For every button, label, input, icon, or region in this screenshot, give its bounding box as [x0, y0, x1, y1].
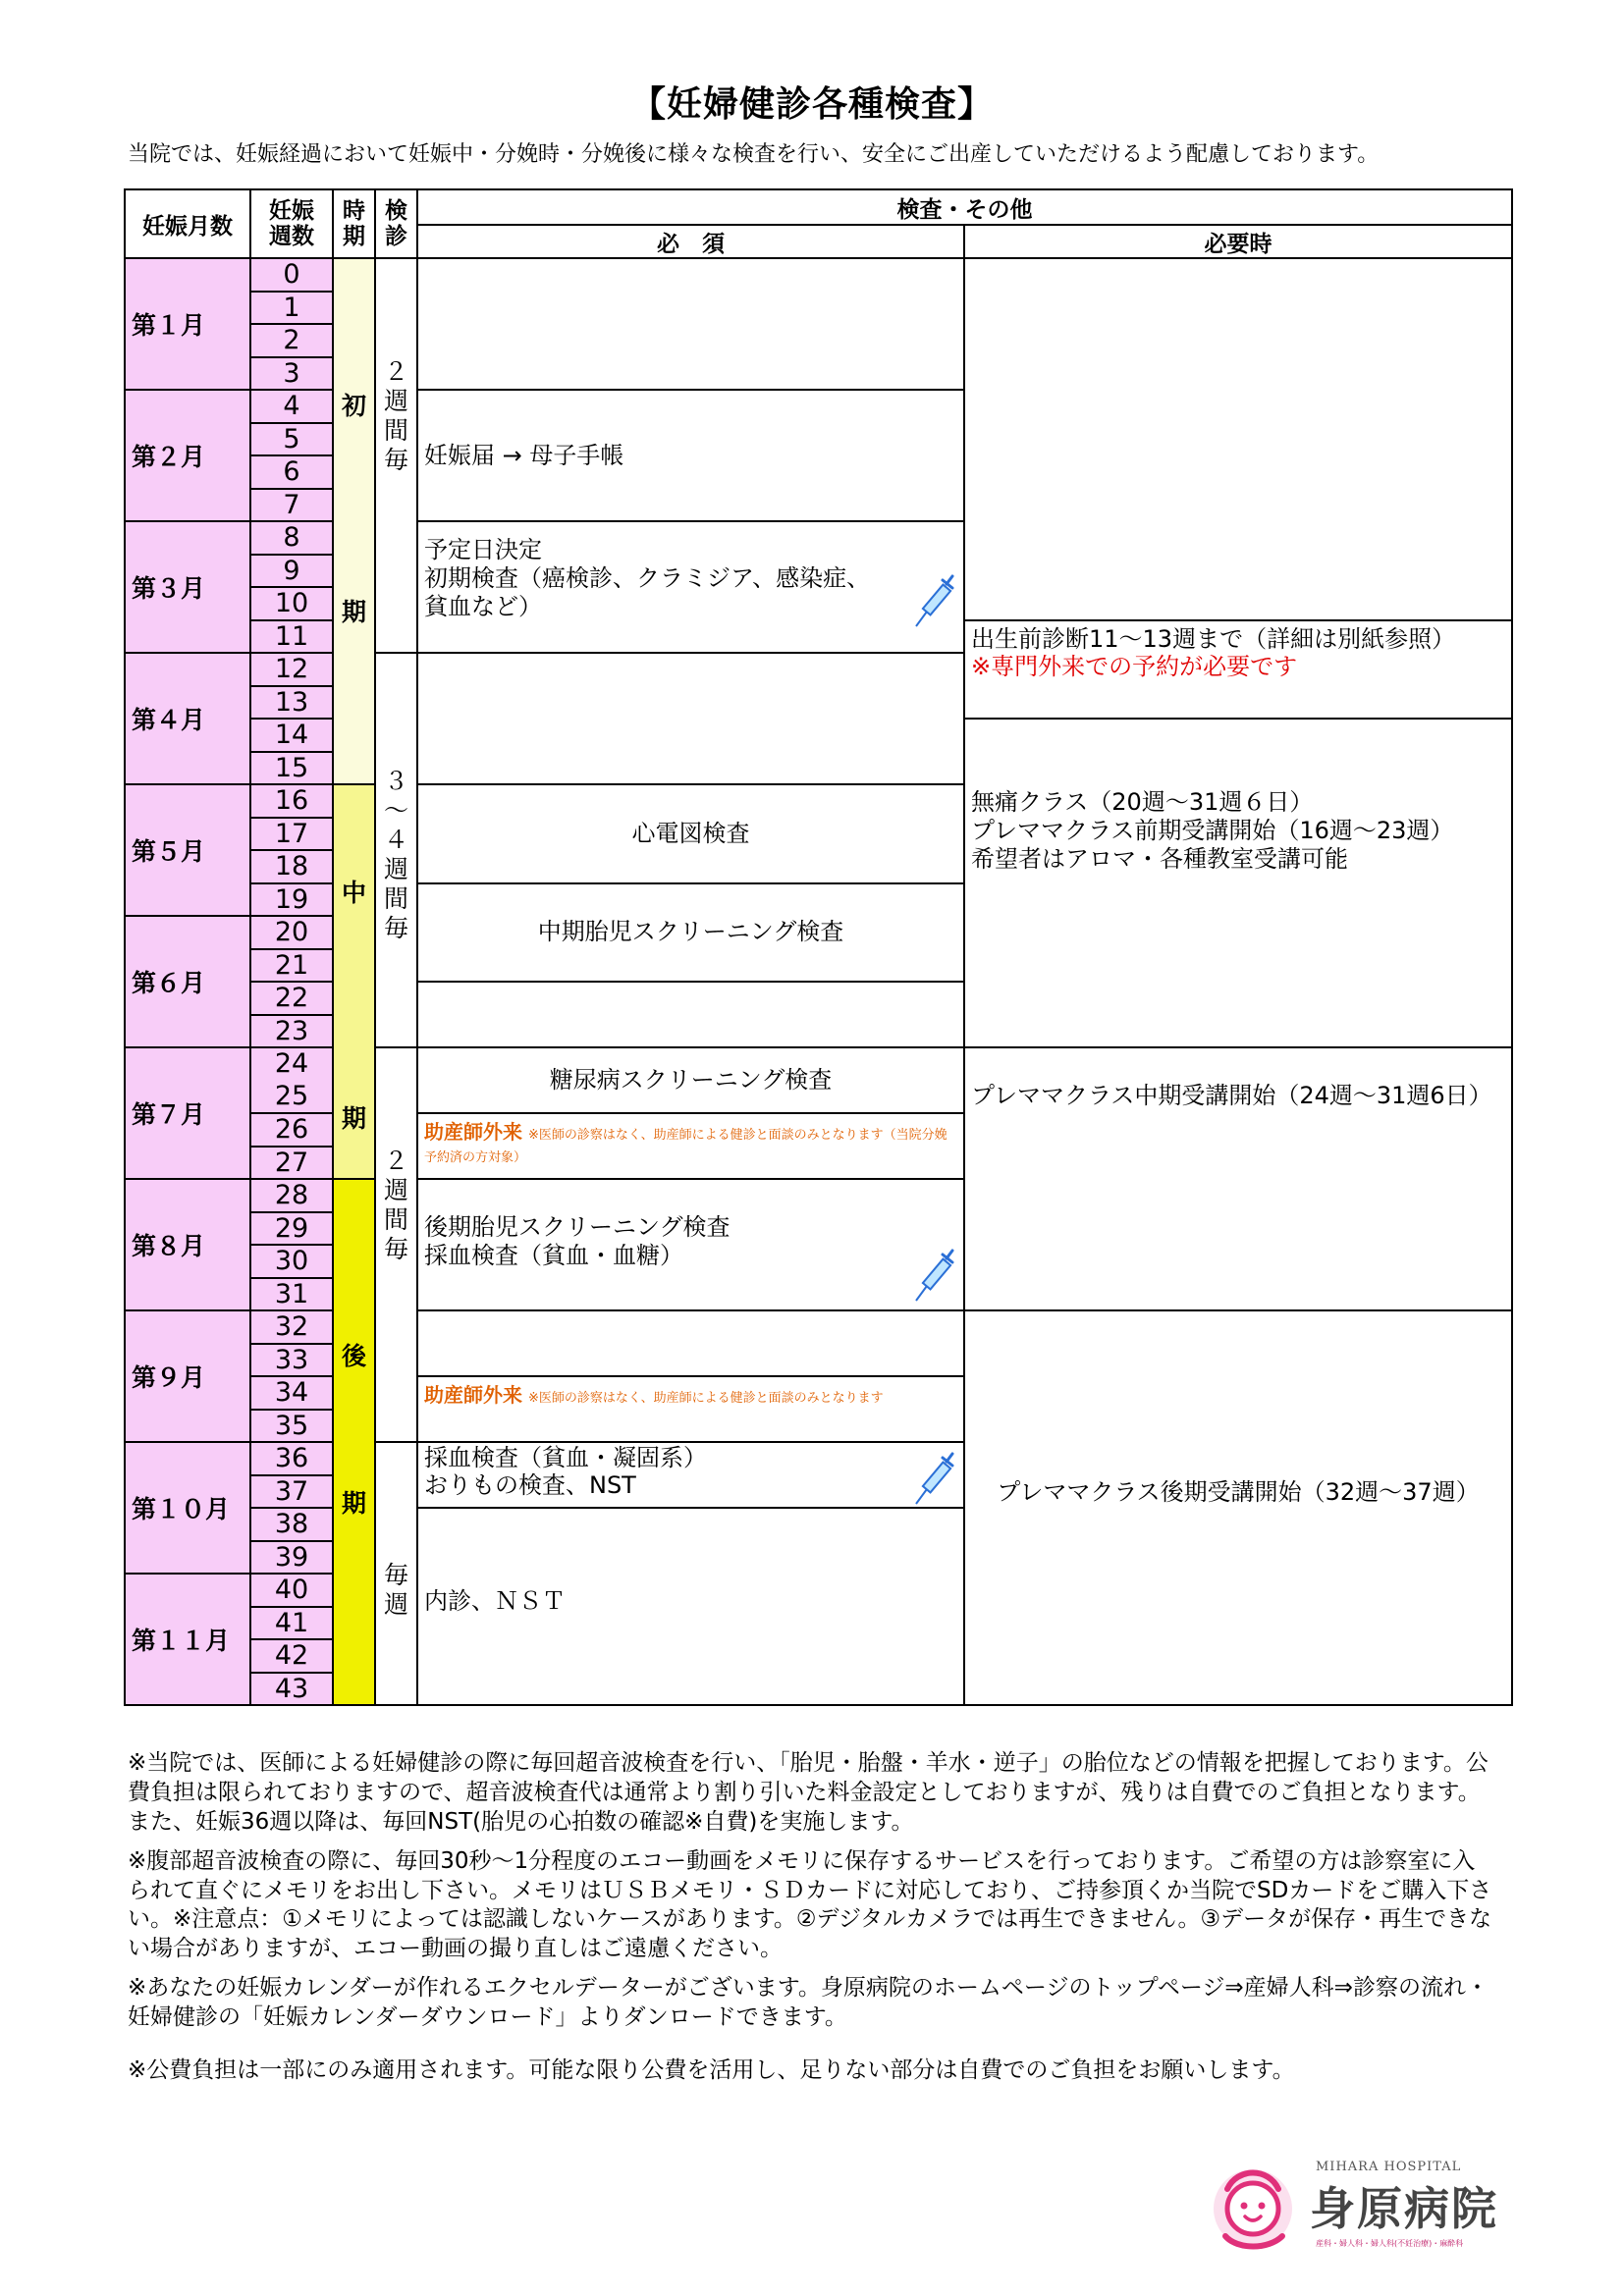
period-char: 中: [341, 879, 366, 907]
week-cell: 14: [249, 718, 334, 753]
header-period: 時期: [332, 188, 376, 259]
late-screening-line: 後期胎児スクリーニング検査: [424, 1213, 731, 1241]
checkup-char: ３: [383, 767, 408, 795]
checkup-every3-4: [374, 652, 418, 1048]
week-cell: 37: [249, 1474, 334, 1510]
period-char: 初: [341, 392, 366, 420]
logo-english: MIHARA HOSPITAL: [1316, 2160, 1462, 2174]
when-needed-mid-class: プレママクラス中期受講開始（24週〜31週6日）: [963, 1046, 1513, 1311]
midwife-title: 助産師外来: [424, 1383, 522, 1407]
week-cell: 1: [249, 291, 334, 326]
week-cell: 13: [249, 685, 334, 721]
checkup-every2-b: [374, 1046, 418, 1443]
week-cell: 6: [249, 454, 334, 490]
midwife-title: 助産師外来: [424, 1120, 522, 1144]
week-cell: 16: [249, 783, 334, 819]
midwife-clinic-a: [416, 1112, 965, 1180]
week-cell: 15: [249, 751, 334, 786]
week-cell: 10: [249, 586, 334, 621]
month-cell: 第４月: [124, 652, 251, 785]
checkup-char: 間: [383, 416, 408, 445]
syringe-icon: [913, 1249, 956, 1304]
week-cell: 2: [249, 323, 334, 358]
week-cell: 43: [249, 1672, 334, 1707]
week-cell: 38: [249, 1507, 334, 1542]
header-tests: 検査・その他: [416, 188, 1513, 226]
period-char: 期: [341, 598, 366, 626]
month-cell: 第１０月: [124, 1441, 251, 1575]
note-echo-video: ※腹部超音波検査の際に、毎回30秒〜1分程度のエコー動画をメモリに保存するサービスを行っております。ご希望の方は診察室に入られて直ぐにメモリをお出し下さい。メモリはＵＳＢメモリ・ＳＤカードに対応しており、ご持参頂くか当院でSDカードをご購入下さい。※注意点：①メモリによっては認識しないケースがあります。②デジタルカメラでは再生できません。③データが保存・再生できない場合がありますが、エコー動画の撮り直しはご遠慮ください。: [128, 1847, 1492, 1962]
when-needed-late-class: プレママクラス後期受講開始（32週〜37週）: [963, 1309, 1513, 1706]
blood-test-line: おりもの検査、NST: [424, 1470, 636, 1499]
checkup-char: 毎: [383, 914, 408, 942]
header-required: 必 須: [416, 224, 965, 259]
midwife-note: ※医師の診察はなく、助産師による健診と面談のみとなります（当院分娩予約済の方対象）: [424, 1128, 947, 1165]
checkup-char: ４: [383, 826, 408, 854]
week-cell: 21: [249, 948, 334, 984]
week-cell: 31: [249, 1277, 334, 1312]
period-char: 後: [341, 1342, 366, 1370]
week-cell: 42: [249, 1638, 334, 1674]
month-cell: 第８月: [124, 1178, 251, 1311]
late-screening-line: 採血検査（貧血・血糖）: [424, 1241, 683, 1269]
week-cell: [249, 1046, 334, 1114]
required-internal-exam: 内診、ＮＳＴ: [416, 1507, 965, 1706]
week-cell: 32: [249, 1309, 334, 1345]
required-registration: 妊娠届 → 母子手帳: [416, 389, 965, 522]
week-cell: 36: [249, 1441, 334, 1476]
week-cell: 29: [249, 1211, 334, 1247]
required-mid-screening: 中期胎児スクリーニング検査: [416, 882, 965, 984]
first-exam-line: 貧血など）: [424, 592, 542, 620]
week-cell: 0: [249, 257, 334, 293]
checkup-char: 週: [383, 1590, 408, 1619]
month-cell: 第３月: [124, 520, 251, 654]
week-cell: 3: [249, 356, 334, 392]
week-cell: 9: [249, 554, 334, 589]
week-cell: 8: [249, 520, 334, 556]
month-cell: 第７月: [124, 1046, 251, 1180]
note-ultrasound: ※当院では、医師による妊婦健診の際に毎回超音波検査を行い、「胎児・胎盤・羊水・逆子」の胎位などの情報を把握しております。公費負担は限られておりますので、超音波検査代は通常より割り引いた料金設定としておりますが、残りは自費でのご負担となります。また、妊娠36週以降は、毎回NST(胎児の心拍数の確認※自費)を実施します。: [128, 1750, 1489, 1835]
week-cell: 39: [249, 1540, 334, 1575]
week-cell: 7: [249, 488, 334, 523]
required-ecg: 心電図検査: [416, 783, 965, 884]
period-mid: [332, 783, 376, 1180]
week-cell: 33: [249, 1343, 334, 1378]
checkup-char: 間: [383, 1205, 408, 1234]
week-cell: 28: [249, 1178, 334, 1213]
required-empty: [416, 652, 965, 785]
month-cell: 第６月: [124, 915, 251, 1048]
required-late-screening: [416, 1178, 965, 1311]
header-month: 妊娠月数: [124, 188, 251, 259]
week-cell: 11: [249, 619, 334, 655]
week-cell: 4: [249, 389, 334, 424]
checkup-char: 〜: [383, 796, 408, 825]
week-number: 24: [274, 1048, 309, 1079]
checkup-char: 週: [383, 1176, 408, 1204]
month-cell: 第１１月: [124, 1573, 251, 1706]
when-needed-empty: [963, 257, 1513, 621]
week-cell: 35: [249, 1409, 334, 1444]
required-empty: [416, 981, 965, 1048]
checkup-char: 毎: [383, 446, 408, 474]
checkup-char: 毎: [383, 1561, 408, 1589]
week-cell: 40: [249, 1573, 334, 1608]
classes-line: 希望者はアロマ・各種教室受講可能: [971, 844, 1348, 873]
week-cell: 41: [249, 1606, 334, 1641]
month-cell: 第５月: [124, 783, 251, 917]
first-exam-line: 予定日決定: [424, 536, 542, 563]
week-cell: 5: [249, 422, 334, 457]
week-cell: 22: [249, 981, 334, 1016]
required-empty: [416, 1309, 965, 1377]
prenatal-line: 出生前診断11〜13週まで（詳細は別紙参照）: [971, 624, 1456, 653]
when-needed-classes: [963, 718, 1513, 1048]
midwife-clinic-b: [416, 1375, 965, 1443]
note-calendar: ※あなたの妊娠カレンダーが作れるエクセルデーターがございます。身原病院のホームページのトップページ⇒産婦人科⇒診察の流れ・妊婦健診の「妊娠カレンダーダウンロード」よりダンロードできます。: [128, 1975, 1489, 2031]
week-cell: 20: [249, 915, 334, 950]
period-early: [332, 257, 376, 785]
blood-test-line: 採血検査（貧血・凝固系）: [424, 1444, 707, 1471]
week-cell: 23: [249, 1014, 334, 1049]
hospital-logo: [1208, 2160, 1502, 2258]
checkup-char: 毎: [383, 1235, 408, 1263]
baby-logo-icon: [1208, 2160, 1298, 2254]
header-week: 妊娠週数: [249, 188, 334, 259]
header-checkup: 検診: [374, 188, 418, 259]
logo-departments: 産科・婦人科・婦人科(不妊治療)・麻酔科: [1316, 2239, 1464, 2248]
syringe-icon: [913, 1452, 956, 1507]
week-cell: 30: [249, 1244, 334, 1279]
notes-section: [128, 1749, 1497, 2096]
checkup-char: 週: [383, 387, 408, 415]
when-needed-prenatal: [963, 619, 1513, 721]
required-first-exam: [416, 520, 965, 654]
exam-schedule-table: [125, 189, 1512, 1734]
week-number: 25: [274, 1081, 309, 1111]
period-late: [332, 1178, 376, 1706]
header-when-needed: 必要時: [963, 224, 1513, 259]
syringe-icon: [913, 574, 956, 629]
week-cell: 34: [249, 1375, 334, 1411]
note-public-funds: ※公費負担は一部にのみ適用されます。可能な限り公費を活用し、足りない部分は自費でのご負担をお願いします。: [128, 2057, 1295, 2084]
period-char: 期: [341, 1104, 366, 1133]
classes-line: 無痛クラス（20週〜31週６日）: [971, 788, 1314, 816]
midwife-note: ※医師の診察はなく、助産師による健診と面談のみとなります: [528, 1391, 884, 1406]
page-title: 【妊婦健診各種検査】: [629, 84, 994, 125]
week-cell: 27: [249, 1146, 334, 1181]
checkup-char: 間: [383, 884, 408, 913]
period-char: 期: [341, 1489, 366, 1518]
month-cell: 第２月: [124, 389, 251, 522]
first-exam-line: 初期検査（癌検診、クラミジア、感染症、: [424, 563, 871, 592]
checkup-char: 週: [383, 855, 408, 883]
week-cell: 18: [249, 849, 334, 884]
week-cell: 12: [249, 652, 334, 687]
checkup-every-week: [374, 1441, 418, 1706]
checkup-char: ２: [383, 1147, 408, 1175]
required-empty: [416, 257, 965, 391]
classes-line: プレママクラス前期受講開始（16週〜23週）: [971, 816, 1454, 844]
checkup-every2-a: [374, 257, 418, 654]
week-cell: 19: [249, 882, 334, 918]
week-cell: 17: [249, 817, 334, 852]
required-blood-test: [416, 1441, 965, 1509]
month-cell: 第９月: [124, 1309, 251, 1443]
month-cell: 第１月: [124, 257, 251, 391]
prenatal-warning: ※専門外来での予約が必要です: [971, 653, 1298, 681]
checkup-char: ２: [383, 357, 408, 386]
intro-text: 当院では、妊娠経過において妊娠中・分娩時・分娩後に様々な検査を行い、安全にご出産していただけるよう配慮しております。: [128, 142, 1380, 167]
logo-name: 身原病院: [1310, 2182, 1498, 2235]
week-cell: 26: [249, 1112, 334, 1148]
required-diabetes: 糖尿病スクリーニング検査: [416, 1046, 965, 1114]
